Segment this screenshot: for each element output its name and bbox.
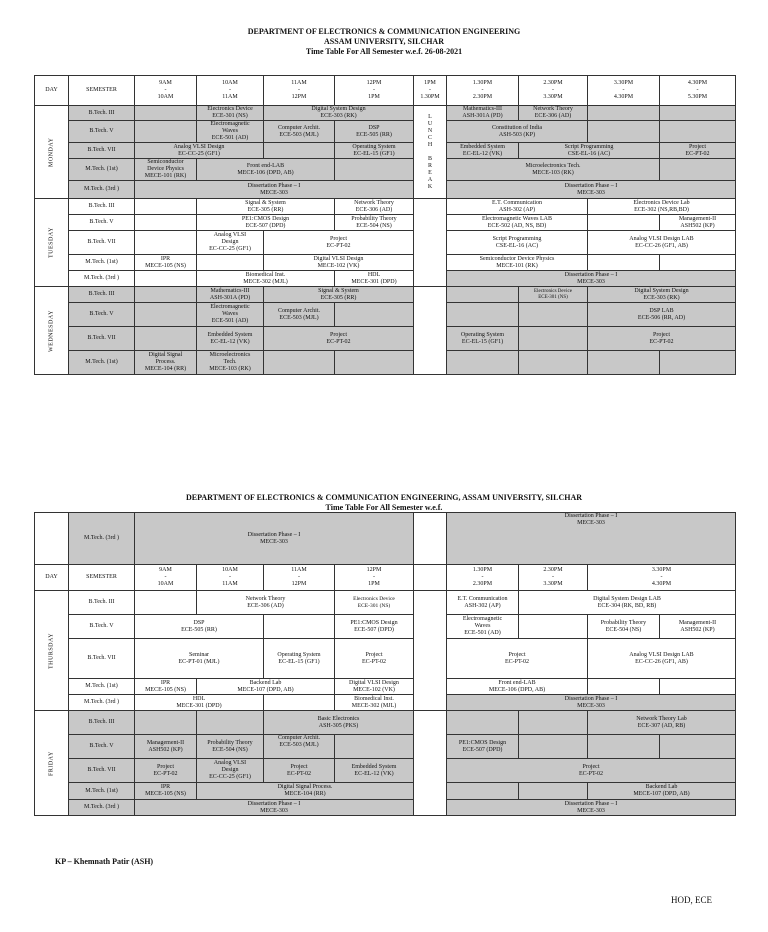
table-row (35, 199, 736, 215)
day-label-monday: MONDAY (35, 106, 69, 199)
class-cell: Dissertation Phase – I MECE-303 (447, 271, 736, 287)
day-label-tuesday: TUESDAY (35, 199, 69, 287)
timetable-title-2: Time Table For All Semester w.e.f. (325, 503, 443, 512)
semester-label: B.Tech. VII (69, 327, 135, 351)
table-row (35, 679, 736, 695)
class-cell: Dissertation Phase – I MECE-303 (447, 181, 736, 199)
class-cell: DSP ECE-505 (RR) (335, 121, 414, 143)
time-slot: 2.30PM - 3.30PM (519, 565, 588, 591)
time-slot: 2.30PM - 3.30PM (519, 76, 588, 106)
semester-header: SEMESTER (69, 76, 135, 106)
class-cell: Digital VLSI Design MECE-102 (VK) (335, 679, 414, 695)
class-cell: Front end-LAB MECE-106 (DPD, AB) (447, 679, 588, 695)
day-header: DAY (35, 565, 69, 591)
class-cell: Management-II ASH502 (KP) (135, 735, 197, 759)
semester-label: B.Tech. VII (69, 143, 135, 159)
table-row (35, 711, 736, 735)
semester-label: M.Tech. (1st) (69, 351, 135, 375)
semester-label: B.Tech. V (69, 121, 135, 143)
class-cell: IPR MECE-105 (NS) (135, 255, 197, 271)
time-slot: 9AM - 10AM (135, 565, 197, 591)
time-slot: 3.30PM - 4.30PM (588, 565, 736, 591)
class-cell: Probability Theory ECE-504 (NS) (335, 215, 414, 231)
class-cell: Script Programming CSE-EL-16 (AC) (519, 143, 660, 159)
class-cell: Electronics Device ECE-301 (NS) (335, 591, 414, 615)
class-cell: PE1:CMOS Design ECE-507 (DPD) (335, 615, 414, 639)
header-1 (0, 27, 768, 57)
day-header: DAY (35, 76, 69, 106)
class-cell: Seminar EC-PT-01 (MJL) (135, 639, 264, 679)
class-cell: Management-II ASH502 (KP) (660, 615, 736, 639)
class-cell: Operating System EC-EL-15 (GF1) (335, 143, 414, 159)
semester-label: B.Tech. VII (69, 231, 135, 255)
semester-label: B.Tech. III (69, 591, 135, 615)
class-cell: DSP ECE-505 (RR) (135, 615, 264, 639)
hod-signature: HOD, ECE (671, 895, 712, 905)
class-cell: Analog VLSI Design EC-CC-25 (GF1) (197, 231, 264, 255)
time-slot: 11AM - 12PM (264, 565, 335, 591)
class-cell: Backend Lab MECE-107 (DPD, AB) (197, 679, 335, 695)
class-cell: Electronics Device Lab ECE-302 (NS,RB,BD) (588, 199, 736, 215)
time-slot: 3.30PM - 4.30PM (588, 76, 660, 106)
class-cell: Network Theory Lab ECE-307 (AD, RB) (588, 711, 736, 735)
class-cell: Project EC-PT-02 (660, 143, 736, 159)
day-label-friday: FRIDAY (35, 711, 69, 816)
class-cell: Digital System Design LAB ECE-304 (RK, BD, RB) (519, 591, 736, 615)
class-cell: Digital Signal Process. MECE-104 (RR) (197, 783, 414, 800)
class-cell: Network Theory ECE-306 (AD) (519, 106, 588, 121)
semester-label: B.Tech. VII (69, 759, 135, 783)
class-cell: Signal & System ECE-305 (RR) (264, 287, 414, 303)
class-cell: Electromagnetic Waves ECE-501 (AD) (197, 303, 264, 327)
semester-label: B.Tech. V (69, 303, 135, 327)
class-cell: Electronics Device ECE-301 (NS) (519, 287, 588, 303)
class-cell: HDL MECE-301 (DPD) (335, 271, 414, 287)
class-cell: Microelectronics Tech. MECE-103 (RK) (197, 351, 264, 375)
class-cell: IPR MECE-105 (NS) (135, 679, 197, 695)
class-cell: Analog VLSI Design EC-CC-25 (GF1) (197, 759, 264, 783)
class-cell: Management-II ASH502 (KP) (660, 215, 736, 231)
class-cell: Signal & System ECE-305 (RR) (197, 199, 335, 215)
table-row (35, 215, 736, 231)
time-slot: 1.30PM - 2.30PM (447, 76, 519, 106)
timetable-2 (34, 512, 736, 816)
class-cell: Project EC-PT-02 (264, 231, 414, 255)
class-cell: HDL MECE-301 (DPD) (135, 695, 264, 711)
semester-label: M.Tech. (1st) (69, 679, 135, 695)
class-cell: Probability Theory ECE-504 (NS) (588, 615, 660, 639)
class-cell: IPR MECE-105 (NS) (135, 783, 197, 800)
class-cell: Dissertation Phase – I MECE-303 (135, 800, 414, 816)
table-row (35, 143, 736, 159)
table-row (35, 231, 736, 255)
semester-label: M.Tech. (3rd ) (69, 800, 135, 816)
semester-label: B.Tech. III (69, 199, 135, 215)
table-row (35, 303, 736, 327)
class-cell: Project EC-PT-02 (447, 759, 736, 783)
class-cell: Semiconductor Device Physics MECE-101 (RK) (135, 159, 197, 181)
semester-label: M.Tech. (3rd ) (69, 695, 135, 711)
class-cell: Computer Archit. ECE-503 (MJL) (264, 735, 335, 759)
class-cell: Project EC-PT-02 (335, 639, 414, 679)
footnote-kp: KP – Khemnath Patir (ASH) (55, 857, 154, 866)
class-cell: Biomedical Inst. MECE-302 (MJL) (335, 695, 414, 711)
semester-label: B.Tech. V (69, 615, 135, 639)
class-cell: Operating System EC-EL-15 (GF1) (447, 327, 519, 351)
semester-header: SEMESTER (69, 565, 135, 591)
class-cell: Electromagnetic Waves ECE-501 (AD) (447, 615, 519, 639)
table-row (35, 159, 736, 181)
class-cell: Network Theory ECE-306 (AD) (197, 591, 335, 615)
dept-title-2: DEPARTMENT OF ELECTRONICS & COMMUNICATION ENGINEERING, ASSAM UNIVERSITY, SILCHAR (185, 493, 583, 502)
class-cell: Computer Archit. ECE-503 (MJL) (264, 121, 335, 143)
semester-label: M.Tech. (3rd ) (69, 513, 135, 565)
table-row (35, 106, 736, 121)
class-cell: Computer Archit. ECE-503 (MJL) (264, 303, 335, 327)
timetable-title: Time Table For All Semester w.e.f. 26-08-2021 (305, 47, 463, 56)
class-cell: DSP LAB ECE-506 (RR, AD) (588, 303, 736, 327)
time-slot: 10AM - 11AM (197, 76, 264, 106)
university-title: ASSAM UNIVERSITY, SILCHAR (324, 37, 444, 46)
time-slot: 4.30PM - 5.30PM (660, 76, 736, 106)
day-label-wednesday: WEDNESDAY (35, 287, 69, 375)
semester-label: B.Tech. III (69, 106, 135, 121)
class-cell: Digital VLSI Design MECE-102 (VK) (264, 255, 414, 271)
table-row (35, 287, 736, 303)
class-cell: Analog VLSI Design LAB EC-CC-26 (GF1, AB) (588, 639, 736, 679)
class-cell: Analog VLSI Design EC-CC-25 (GF1) (135, 143, 264, 159)
time-header-row (35, 565, 736, 591)
class-cell: Mathematics-III ASH-301A (PD) (197, 287, 264, 303)
class-cell: Embedded System EC-EL-12 (VK) (335, 759, 414, 783)
table-row (35, 783, 736, 800)
class-cell: Basic Electronics ASH-305 (PKS) (264, 711, 414, 735)
class-cell: Embedded System EC-EL-12 (VK) (447, 143, 519, 159)
table-row (35, 121, 736, 143)
table-row (35, 255, 736, 271)
class-cell: Network Theory ECE-306 (AD) (335, 199, 414, 215)
class-cell: Biomedical Inst. MECE-302 (MJL) (197, 271, 335, 287)
class-cell: Dissertation Phase – I MECE-303 (447, 800, 736, 816)
class-cell: Dissertation Phase – I MECE-303 (135, 513, 414, 565)
time-slot: 9AM - 10AM (135, 76, 197, 106)
class-cell: Backend Lab MECE-107 (DPD, AB) (588, 783, 736, 800)
class-cell: Project EC-PT-02 (135, 759, 197, 783)
table-row (35, 327, 736, 351)
semester-label: B.Tech. V (69, 215, 135, 231)
class-cell: PE1:CMOS Design ECE-507 (DPD) (447, 735, 519, 759)
semester-label: M.Tech. (1st) (69, 783, 135, 800)
class-cell: Dissertation Phase – I MECE-303 (447, 513, 736, 565)
class-cell: Script Programming CSE-EL-16 (AC) (447, 231, 588, 255)
table-row (35, 759, 736, 783)
class-cell: Project EC-PT-02 (264, 327, 414, 351)
class-cell: Probability Theory ECE-504 (NS) (197, 735, 264, 759)
time-slot: 10AM - 11AM (197, 565, 264, 591)
class-cell: E.T. Communication ASH-302 (AP) (447, 199, 588, 215)
class-cell: Electronics Device ECE-301 (NS) (197, 106, 264, 121)
table-row (35, 615, 736, 639)
time-slot: 11AM - 12PM (264, 76, 335, 106)
semester-label: M.Tech. (1st) (69, 159, 135, 181)
class-cell: Dissertation Phase – I MECE-303 (447, 695, 736, 711)
class-cell: Constitution of India ASH-503 (KP) (447, 121, 588, 143)
semester-label: M.Tech. (3rd ) (69, 271, 135, 287)
lunch-break: L U N C H B R E A K (414, 106, 447, 199)
class-cell: Digital Signal Process. MECE-104 (RR) (135, 351, 197, 375)
table-row (35, 351, 736, 375)
semester-label: B.Tech. III (69, 287, 135, 303)
class-cell: Electromagnetic Waves ECE-501 (AD) (197, 121, 264, 143)
semester-label: M.Tech. (3rd ) (69, 181, 135, 199)
semester-label: B.Tech. V (69, 735, 135, 759)
table-row (35, 513, 736, 565)
class-cell: Project EC-PT-02 (588, 327, 736, 351)
class-cell: Semiconductor Device Physics MECE-101 (RK) (447, 255, 588, 271)
time-slot: 1.30PM - 2.30PM (447, 565, 519, 591)
table-row (35, 591, 736, 615)
class-cell: Dissertation Phase – I MECE-303 (135, 181, 414, 199)
class-cell: Front end-LAB MECE-106 (DPD, AB) (197, 159, 335, 181)
table-row (35, 639, 736, 679)
class-cell: Embedded System EC-EL-12 (VK) (197, 327, 264, 351)
timetable-1 (34, 75, 736, 375)
time-slot: 1PM - 1.30PM (414, 76, 447, 106)
class-cell: Electromagnetic Waves LAB ECE-502 (AD, NS, BD) (447, 215, 588, 231)
header-2 (0, 493, 768, 513)
semester-label: M.Tech. (1st) (69, 255, 135, 271)
table-row (35, 181, 736, 199)
class-cell: Operating System EC-EL-15 (GF1) (264, 639, 335, 679)
class-cell: Digital System Design ECE-303 (RK) (264, 106, 414, 121)
class-cell: Mathematics-III ASH-301A (PD) (447, 106, 519, 121)
time-header-row (35, 76, 736, 106)
class-cell: Project EC-PT-02 (264, 759, 335, 783)
semester-label: B.Tech. VII (69, 639, 135, 679)
class-cell: E.T. Communication ASH-302 (AP) (447, 591, 519, 615)
time-slot: 12PM - 1PM (335, 76, 414, 106)
table-row (35, 271, 736, 287)
class-cell: Project EC-PT-02 (447, 639, 588, 679)
time-slot: 12PM - 1PM (335, 565, 414, 591)
class-cell: Digital System Design ECE-303 (RK) (588, 287, 736, 303)
class-cell: Microelectronics Tech. MECE-103 (RK) (447, 159, 660, 181)
table-row (35, 695, 736, 711)
table-row (35, 735, 736, 759)
semester-label: B.Tech. III (69, 711, 135, 735)
class-cell: Analog VLSI Design LAB EC-CC-26 (GF1, AB) (588, 231, 736, 255)
day-label-thursday: THURSDAY (35, 591, 69, 711)
table-row (35, 800, 736, 816)
dept-title: DEPARTMENT OF ELECTRONICS & COMMUNICATION ENGINEERING (247, 27, 521, 36)
class-cell: PE1:CMOS Design ECE-507 (DPD) (197, 215, 335, 231)
